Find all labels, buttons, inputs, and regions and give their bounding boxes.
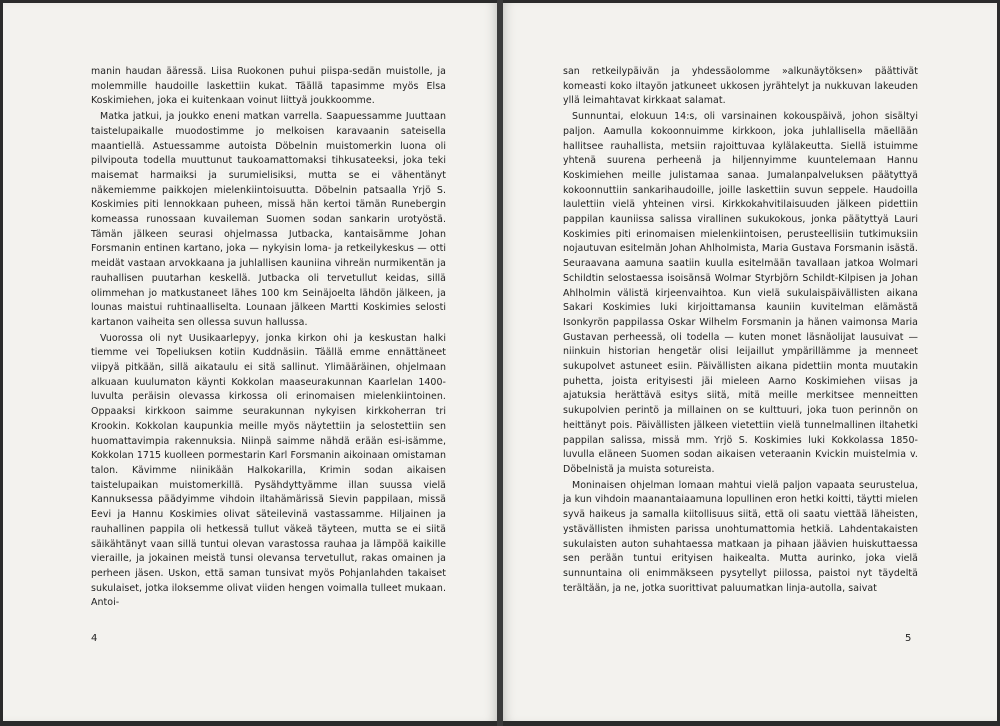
paragraph: Sunnuntai, elokuun 14:s, oli varsinainen kokouspäivä, johon sisältyi paljon. Aamulla kokoonnuimme kirkkoon, joka juhlallisella mäellään hallitsee rauhallista, metsiin rajoittuvaa kylälakeutta. Siellä istuimme yhtenä suurena perheenä ja hiljennyimme kuuntelemaan Hannu Koskimiehen meille julistamaa sanaa. Jumalanpalveluksen päätyttyä kokoonnuttiin sankarihaudoille, joille laskettiin suvun seppele. Haudoilla laulettiin vielä yhteinen virsi. Kirkkokahvitilaisuuden jälkeen pidettiin pappilan kauniissa salissa virallinen sukukokous, jonka päätyttyä Lauri Koskimies piti erinomaisen mielenkiintoisen, perusteellisiin tutkimuksiin nojautuvan esitelmän Johan Ahlholmista, Maria Gustava Forsmanin isästä. Seuraavana aamuna saatiin kuulla esitelmään tavallaan jatkoa Wolmari Schildtin selostaessa isoisänsä Wolmar Styrbjörn Schildt-Kilpisen ja Johan Ahlholmin välistä kirjeenvaihtoa. Kun vielä sukulaispäivällisten aikana Sakari Koskimies luki kirjoittamansa kauniin kuvitelman elämästä Isonkyrön pappilassa Oskar Wilhelm Forsmanin ja hänen vaimonsa Maria Gustavan perheessä, oli todella — kuten monet läsnäolijat lausuivat — niinkuin historian hengetär olisi leijaillut ympärillämme ja menneet sukupolvet astuneet esiin. Päivällisten aikana pidettiin monta muutakin puhetta, joista erityisesti jäi mieleen Aarno Koskimiehen viisas ja ajatuksia herättävä esitys siitä, mitä meille merkitsee menneitten sukupolvien perintö ja millainen on se kulttuuri, joka tuon perinnön on heittänyt pois. Päivällisten jälkeen vietettiin vielä tunnelmallinen iltahetki pappilan salissa, missä mm. Yrjö S. Koskimies luki Kokkolassa 1850-luvulla eläneen Suomen sodan aikaisen veteraanin Kvickin muistelmia v. Döbelnistä ja muista sotureista. [563,111,918,475]
left-page [3,3,497,721]
page-number: 4 [91,633,98,644]
right-page [503,3,997,721]
paragraph: Matka jatkui, ja joukko eneni matkan varrella. Saapuessamme Juuttaan taistelupaikalle muodostimme jo melkoisen karavaanin sateisella maantiellä. Astuessamme autoista Döbelnin muistomerkin luona oli pilvipouta todella muuttunut taukoamattomaksi tihkusateeksi, joka teki maisemat harmaiksi ja surumielisiksi, mutta se ei vähentänyt näkemiemme paikkojen mielenkiintoisuutta. Döbelnin patsaalla Yrjö S. Koskimies piti lennokkaan puheen, missä hän kertoi tämän Runebergin komeassa runossaan kuvaileman Suomen sodan sankarin urotyöstä. Tämän jälkeen seurasi ohjelmassa Jutbacka, kantaisämme Johan Forsmanin entinen kartano, joka — nykyisin loma- ja retkeilykeskus — otti meidät vastaan arvokkaana ja juhlallisen kauniina vihreän nurmikentän ja rauhallisen puutarhan keskellä. Jutbacka oli tervetullut keidas, sillä olimmehan jo matkustaneet lähes 100 km Seinäjoelta lähdön jälkeen, ja lounas maistui ruhtinaalliselta. Lounaan jälkeen Martti Koskimies selosti kartanon vaiheita sen ollessa suvun hallussa. [91,111,446,328]
paragraph: san retkeilypäivän ja yhdessäolomme »alkunäytöksen» päättivät komeasti koko iltayön jatkuneet ukkosen jyrähtelyt ja nukkuvan lakeuden yllä leimahtavat kirkkaat salamat. [563,66,918,107]
paragraph: Vuorossa oli nyt Uusikaarlepyy, jonka kirkon ohi ja keskustan halki tiemme vei Topeliuksen kotiin Kuddnäsiin. Täällä emme ennättäneet viipyä pitkään, sillä aikataulu ei sitä sallinut. Ylimääräinen, ohjelmaan alkuaan kuulumaton käynti Kokkolan maaseurakunnan Kaarlelan 1400-luvulta peräisin olevassa kirkossa oli erinomaisen mielenkiintoinen. Oppaaksi kirkkoon saimme seurakunnan nykyisen kirkkoherran tri Krookin. Kokkolan kaupunkia meille myös näytettiin ja selostettiin sen huomattavimpia rakennuksia. Niinpä saimme nähdä erään esi-isämme, Kokkolan 1715 kuolleen pormestarin Karl Forsmanin aikoinaan omistaman talon. Kävimme niinikään Halkokarilla, Krimin sodan aikaisen taistelupaikan muistomerkillä. Pysähdyttyämme illan suussa vielä Kannuksessa päädyimme vihdoin iltahämärissä Sievin pappilaan, missä Eevi ja Hannu Koskimies olivat säteilevinä vastassamme. Hiljainen ja rauhallinen pappila oli hetkessä tullut väkeä täyteen, mutta se ei siitä säikähtänyt vaan sillä tuntui olevan varastossa rauhaa ja lämpöä kaikille vieraille, ja jokainen meistä tunsi olevansa tervetullut, rakas omainen ja perheen jäsen. Uskon, että saman tunsivat myös Pohjanlahden takaiset sukulaiset, jotka iloksemme olivat viiden hengen voimalla tulleet mukaan. Antoi- [91,332,446,609]
left-page-text [91,65,446,611]
paragraph: Moninaisen ohjelman lomaan mahtui vielä paljon vapaata seurustelua, ja kun vihdoin maanantaiaamuna lopullinen eron hetki koitti, täytti mielen syvä haikeus ja samalla kiitollisuus siitä, että oli saatu viettää läheisten, ystävällisten ihmisten parissa unohtumattomia hetkiä. Lahdentakaisten sukulaisten auton suhahtaessa matkaan ja pihaan jäävien huiskuttaessa sen perään tuntui erityisen haikealta. Mutta aurinko, joka vielä sunnuntaina oli enimmäkseen pysytellyt piilossa, paistoi nyt täydeltä terältään, ja ne, jotka suorittivat paluumatkan linja-autolla, saivat [563,479,918,594]
paragraph: manin haudan ääressä. Liisa Ruokonen puhui piispa-sedän muistolle, ja molemmille haudoille laskettiin kukat. Täällä tapasimme myös Elsa Koskimiehen, joka ei kuitenkaan voinut liittyä joukkoomme. [91,66,446,107]
page-number: 5 [905,633,912,644]
right-page-text [563,65,918,596]
